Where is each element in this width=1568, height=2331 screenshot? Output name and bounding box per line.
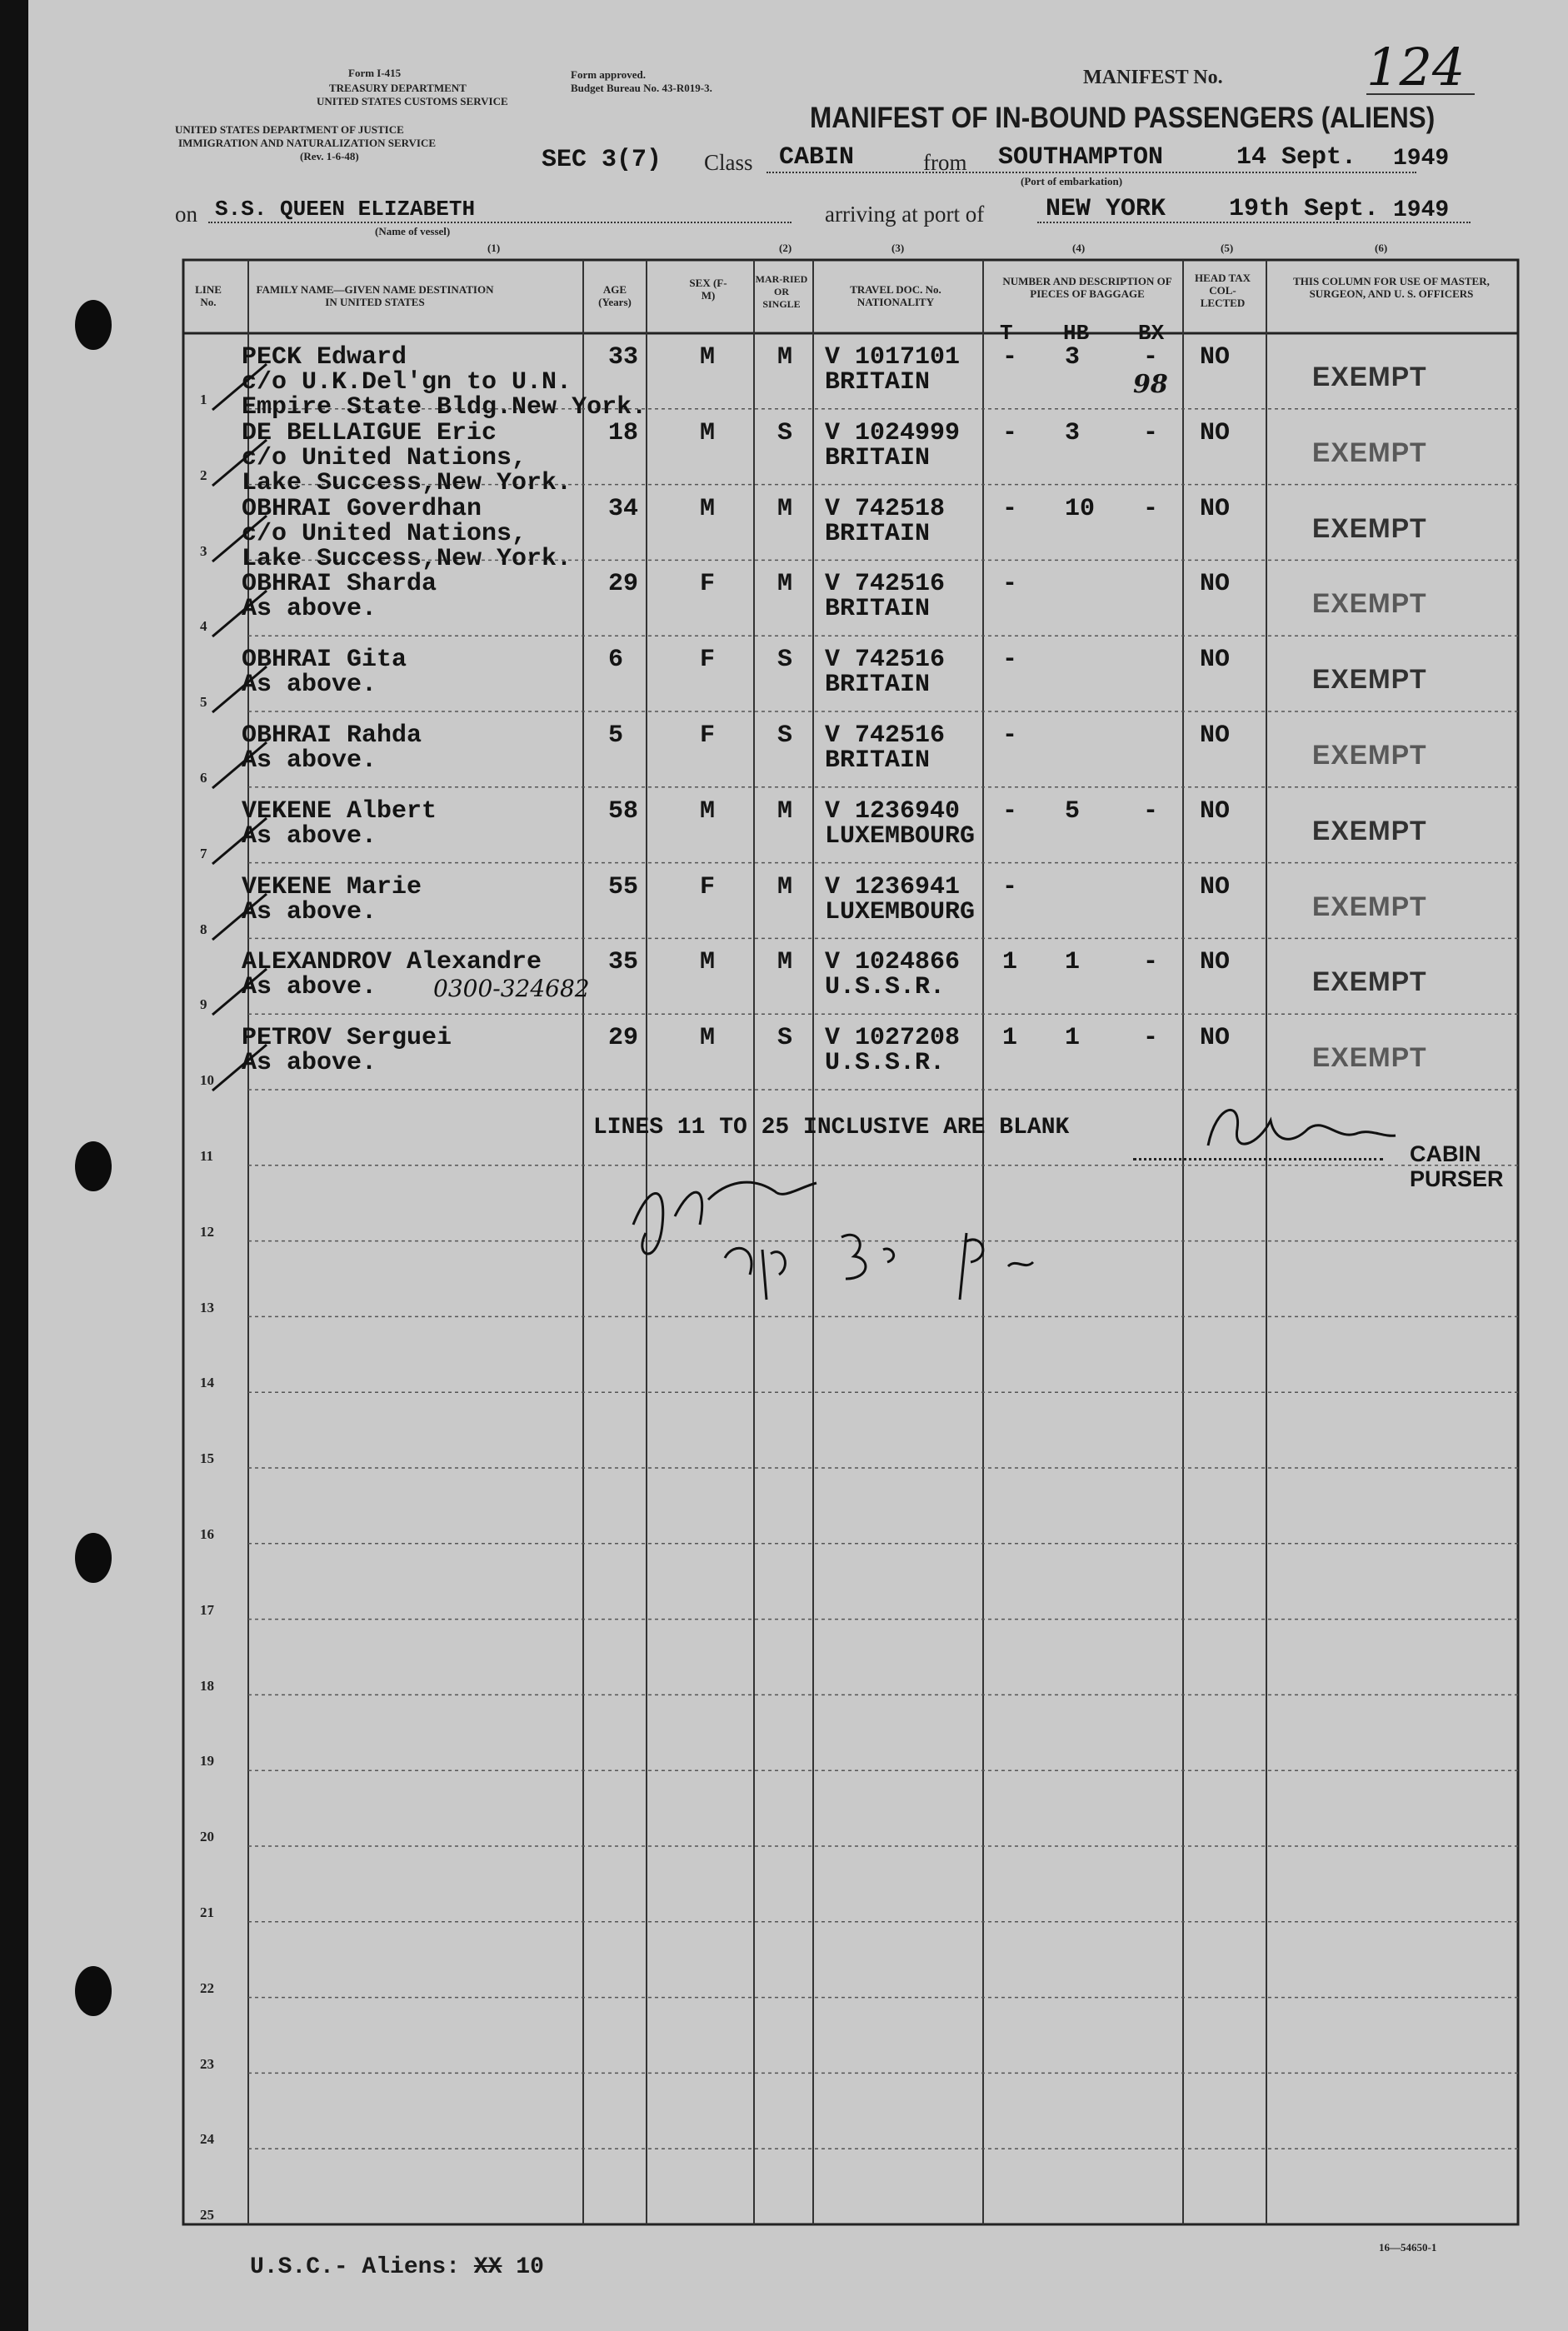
port-embark-caption: (Port of embarkation): [1021, 175, 1123, 187]
ins-service: IMMIGRATION AND NATURALIZATION SERVICE: [178, 137, 437, 149]
col-num-5: (5): [1221, 242, 1234, 254]
line-number: 17: [200, 1601, 214, 1618]
print-code: 16—54650-1: [1379, 2241, 1437, 2254]
arrival-port: NEW YORK: [1046, 195, 1166, 223]
line-number: 21: [200, 1904, 214, 1920]
line-number: 13: [200, 1299, 214, 1315]
arrival-line: [1037, 222, 1471, 223]
treasury-dept: TREASURY DEPARTMENT: [329, 82, 467, 94]
line-number: 24: [200, 2131, 214, 2148]
passenger-name: ALEXANDROV Alexandre: [242, 948, 542, 977]
passenger-sex: F: [700, 721, 716, 750]
check-mark: [208, 1041, 283, 1099]
footer-struck-number: XX: [473, 2254, 502, 2280]
passenger-marital-status: S: [777, 646, 793, 675]
exempt-stamp: EXEMPT: [1312, 362, 1427, 392]
passenger-age: 55: [608, 872, 639, 901]
passenger-marital-status: S: [777, 418, 793, 447]
passenger-sex: M: [700, 343, 716, 372]
check-mark: [208, 436, 283, 494]
passenger-sex: M: [700, 1024, 716, 1053]
departure-year: 1949: [1393, 146, 1450, 172]
passenger-marital-status: M: [777, 796, 793, 826]
footer-number: 10: [516, 2254, 544, 2280]
head-tax-status: NO: [1200, 494, 1231, 523]
line-number: 11: [200, 1148, 214, 1164]
head-tax-status: NO: [1200, 646, 1231, 675]
baggage-trunks: -: [1002, 796, 1018, 826]
baggage-trunks: -: [1002, 494, 1018, 523]
baggage-bx-label: BX: [1138, 321, 1165, 346]
col-header-baggage: NUMBER AND DESCRIPTION OF PIECES OF BAGGAGE: [1002, 275, 1172, 300]
budget-bureau: Budget Bureau No. 43-R019-3.: [571, 82, 712, 94]
line-number: 22: [200, 1979, 214, 1996]
head-tax-status: NO: [1200, 948, 1231, 977]
baggage-hand: 1: [1065, 1024, 1081, 1053]
passenger-travel-doc: V 742518: [825, 494, 946, 523]
exempt-stamp: EXEMPT: [1312, 437, 1427, 467]
exempt-stamp: EXEMPT: [1312, 891, 1427, 921]
passenger-destination-line2: Lake Success,New York.: [242, 544, 572, 573]
passenger-nationality: BRITAIN: [825, 746, 931, 775]
passenger-destination: As above.: [242, 973, 377, 1002]
col-header-line-no: LINE No.: [195, 283, 222, 308]
passenger-destination-line2: Empire State Bldg.New York.: [242, 393, 647, 422]
passenger-age: 35: [608, 948, 639, 977]
col-header-married: MAR-RIED OR SINGLE: [755, 273, 808, 310]
baggage-t-label: T: [1000, 321, 1013, 346]
footer-form-code: [250, 2254, 544, 2280]
line-number: 4: [200, 618, 207, 635]
baggage-hand: 1: [1065, 948, 1081, 977]
baggage-hand: 3: [1065, 343, 1081, 372]
passenger-travel-doc: V 1024999: [825, 418, 961, 447]
baggage-boxes: -: [1143, 494, 1159, 523]
check-mark: [208, 738, 283, 796]
check-mark: [208, 512, 283, 570]
vessel-caption: (Name of vessel): [375, 225, 451, 237]
line-number: 3: [200, 542, 207, 559]
class-label: Class: [704, 150, 753, 175]
baggage-trunks: -: [1002, 418, 1018, 447]
exempt-stamp: EXEMPT: [1312, 664, 1427, 695]
col-header-officers: THIS COLUMN FOR USE OF MASTER, SURGEON, AND U. S. OFFICERS: [1293, 275, 1490, 300]
passenger-age: 5: [608, 721, 624, 750]
line-number: 16: [200, 1526, 214, 1542]
baggage-trunks: -: [1002, 721, 1018, 750]
passenger-sex: M: [700, 418, 716, 447]
line-number: 7: [200, 845, 207, 861]
check-mark: [208, 586, 283, 645]
baggage-boxes: -: [1143, 343, 1159, 372]
head-tax-status: NO: [1200, 418, 1231, 447]
passenger-sex: F: [700, 570, 716, 599]
baggage-boxes: -: [1143, 418, 1159, 447]
form-approved: Form approved.: [571, 68, 647, 81]
passenger-age: 29: [608, 1024, 639, 1053]
passenger-age: 6: [608, 646, 624, 675]
col-header-travel-doc: TRAVEL DOC. No. NATIONALITY: [850, 283, 941, 308]
revision: (Rev. 1-6-48): [300, 150, 359, 162]
col-num-3: (3): [891, 242, 905, 254]
passenger-name: OBHRAI Goverdhan: [242, 494, 482, 523]
passenger-nationality: BRITAIN: [825, 519, 931, 548]
head-tax-status: NO: [1200, 796, 1231, 826]
col-num-2: (2): [779, 242, 792, 254]
passenger-travel-doc: V 1017101: [825, 343, 961, 372]
officer-handwritten-mark: [617, 1166, 1083, 1308]
manifest-number: 124: [1366, 37, 1466, 97]
baggage-trunks: 1: [1002, 1024, 1018, 1053]
baggage-hand: 3: [1065, 418, 1081, 447]
line-number: 9: [200, 996, 207, 1013]
passenger-marital-status: M: [777, 494, 793, 523]
passenger-sex: M: [700, 948, 716, 977]
form-number: Form I-415: [348, 67, 402, 79]
from-port: SOUTHAMPTON: [998, 143, 1164, 172]
passenger-age: 29: [608, 570, 639, 599]
passenger-marital-status: M: [777, 343, 793, 372]
passenger-nationality: BRITAIN: [825, 443, 931, 472]
on-label: on: [175, 202, 197, 227]
col-header-name: FAMILY NAME—GIVEN NAME DESTINATION IN UNITED STATES: [256, 283, 494, 308]
head-tax-status: NO: [1200, 343, 1231, 372]
passenger-nationality: U.S.S.R.: [825, 973, 946, 1002]
passenger-sex: M: [700, 796, 716, 826]
head-tax-status: NO: [1200, 1024, 1231, 1053]
line-number: 8: [200, 921, 207, 937]
passenger-travel-doc: V 742516: [825, 570, 946, 599]
check-mark: [208, 890, 283, 948]
passenger-nationality: LUXEMBOURG: [825, 897, 976, 926]
baggage-trunks: 1: [1002, 948, 1018, 977]
arrival-year: 1949: [1393, 197, 1450, 223]
purser-title-cabin: CABIN: [1410, 1141, 1481, 1166]
purser-signature: [1191, 1096, 1400, 1166]
baggage-trunks: -: [1002, 343, 1018, 372]
baggage-trunks: -: [1002, 570, 1018, 599]
passenger-marital-status: S: [777, 721, 793, 750]
section-ref: SEC 3(7): [542, 146, 662, 174]
passenger-sex: F: [700, 646, 716, 675]
head-tax-status: NO: [1200, 570, 1231, 599]
head-tax-status: NO: [1200, 872, 1231, 901]
passenger-destination: As above.: [242, 897, 377, 926]
line-number: 19: [200, 1753, 214, 1769]
col-num-4: (4): [1072, 242, 1086, 254]
line-number: 14: [200, 1375, 214, 1391]
footer-label: U.S.C.- Aliens:: [250, 2254, 461, 2280]
baggage-tag-number: 98: [1133, 370, 1168, 399]
passenger-name: OBHRAI Rahda: [242, 721, 422, 750]
col-header-sex: SEX (F-M): [689, 277, 727, 302]
line-number: 1: [200, 392, 207, 407]
passenger-destination: c/o United Nations,: [242, 443, 527, 472]
head-tax-status: NO: [1200, 721, 1231, 750]
passenger-destination: As above.: [242, 821, 377, 851]
class-value: CABIN: [779, 143, 855, 172]
passenger-age: 34: [608, 494, 639, 523]
line-number: 15: [200, 1450, 214, 1467]
arriving-label: arriving at port of: [825, 202, 985, 227]
line-number: 6: [200, 770, 207, 786]
passenger-marital-status: M: [777, 570, 793, 599]
passenger-name: OBHRAI Sharda: [242, 570, 437, 599]
passenger-name: PECK Edward: [242, 343, 407, 372]
line-number: 18: [200, 1677, 214, 1694]
vessel-line: [208, 222, 791, 223]
passenger-travel-doc: V 1024866: [825, 948, 961, 977]
baggage-boxes: -: [1143, 1024, 1159, 1053]
passenger-nationality: BRITAIN: [825, 671, 931, 700]
line-number: 2: [200, 467, 207, 483]
passenger-name: VEKENE Marie: [242, 872, 422, 901]
passenger-destination: c/o U.K.Del'gn to U.N.: [242, 368, 572, 397]
col-num-1: (1): [487, 242, 501, 254]
passenger-travel-doc: V 742516: [825, 721, 946, 750]
passenger-travel-doc: V 1236940: [825, 796, 961, 826]
class-line: [767, 172, 1416, 173]
baggage-boxes: -: [1143, 948, 1159, 977]
exempt-stamp: EXEMPT: [1312, 1042, 1427, 1073]
check-mark: [208, 814, 283, 872]
passenger-destination: As above.: [242, 1049, 377, 1078]
line-number: 25: [200, 2207, 214, 2224]
passenger-travel-doc: V 1027208: [825, 1024, 961, 1053]
passenger-destination-line2: Lake Success,New York.: [242, 468, 572, 497]
col-num-6: (6): [1375, 242, 1388, 254]
check-mark: [208, 360, 283, 418]
passenger-destination: As above.: [242, 746, 377, 775]
line-number: 20: [200, 1829, 214, 1845]
exempt-stamp: EXEMPT: [1312, 966, 1427, 997]
passenger-age: 58: [608, 796, 639, 826]
purser-title: PURSER: [1410, 1166, 1504, 1191]
baggage-hb-label: HB: [1063, 321, 1090, 346]
passenger-name: OBHRAI Gita: [242, 646, 407, 675]
passenger-name: PETROV Serguei: [242, 1024, 452, 1053]
passenger-travel-doc: V 742516: [825, 646, 946, 675]
passenger-sex: M: [700, 494, 716, 523]
baggage-hand: 5: [1065, 796, 1081, 826]
exempt-stamp: EXEMPT: [1312, 740, 1427, 770]
manifest-no-line: [1366, 93, 1475, 95]
check-mark: [208, 662, 283, 721]
departure-date: 14 Sept.: [1236, 143, 1357, 172]
customs-service: UNITED STATES CUSTOMS SERVICE: [317, 95, 508, 107]
dept-of-justice: UNITED STATES DEPARTMENT OF JUSTICE: [175, 123, 404, 136]
baggage-trunks: -: [1002, 872, 1018, 901]
blank-lines-note: LINES 11 TO 25 INCLUSIVE ARE BLANK: [593, 1115, 1070, 1141]
passenger-age: 33: [608, 343, 639, 372]
col-header-head-tax: HEAD TAX COL-LECTED: [1194, 272, 1251, 309]
passenger-nationality: BRITAIN: [825, 368, 931, 397]
passenger-name: DE BELLAIGUE Eric: [242, 418, 497, 447]
handwritten-number: 0300-324682: [433, 975, 590, 1003]
line-number: 12: [200, 1223, 214, 1240]
check-mark: [208, 965, 283, 1023]
line-number: 23: [200, 2055, 214, 2072]
passenger-destination: As above.: [242, 671, 377, 700]
manifest-no-label: MANIFEST No.: [1083, 67, 1223, 88]
passenger-marital-status: S: [777, 1024, 793, 1053]
passenger-travel-doc: V 1236941: [825, 872, 961, 901]
exempt-stamp: EXEMPT: [1312, 588, 1427, 619]
baggage-boxes: -: [1143, 796, 1159, 826]
baggage-trunks: -: [1002, 646, 1018, 675]
passenger-name: VEKENE Albert: [242, 796, 437, 826]
passenger-marital-status: M: [777, 948, 793, 977]
passenger-destination: As above.: [242, 595, 377, 624]
passenger-nationality: LUXEMBOURG: [825, 821, 976, 851]
passenger-destination: c/o United Nations,: [242, 519, 527, 548]
baggage-hand: 10: [1065, 494, 1096, 523]
exempt-stamp: EXEMPT: [1312, 815, 1427, 846]
passenger-age: 18: [608, 418, 639, 447]
line-number: 5: [200, 694, 207, 711]
passenger-sex: F: [700, 872, 716, 901]
from-label: from: [923, 150, 967, 175]
passenger-nationality: BRITAIN: [825, 595, 931, 624]
col-header-age: AGE (Years): [598, 283, 632, 308]
passenger-nationality: U.S.S.R.: [825, 1049, 946, 1078]
exempt-stamp: EXEMPT: [1312, 512, 1427, 543]
line-number: 10: [200, 1072, 214, 1089]
page-title: MANIFEST OF IN-BOUND PASSENGERS (ALIENS): [810, 102, 1436, 134]
vessel-name: S.S. QUEEN ELIZABETH: [215, 197, 476, 222]
passenger-marital-status: M: [777, 872, 793, 901]
arrival-date: 19th Sept.: [1229, 195, 1380, 223]
